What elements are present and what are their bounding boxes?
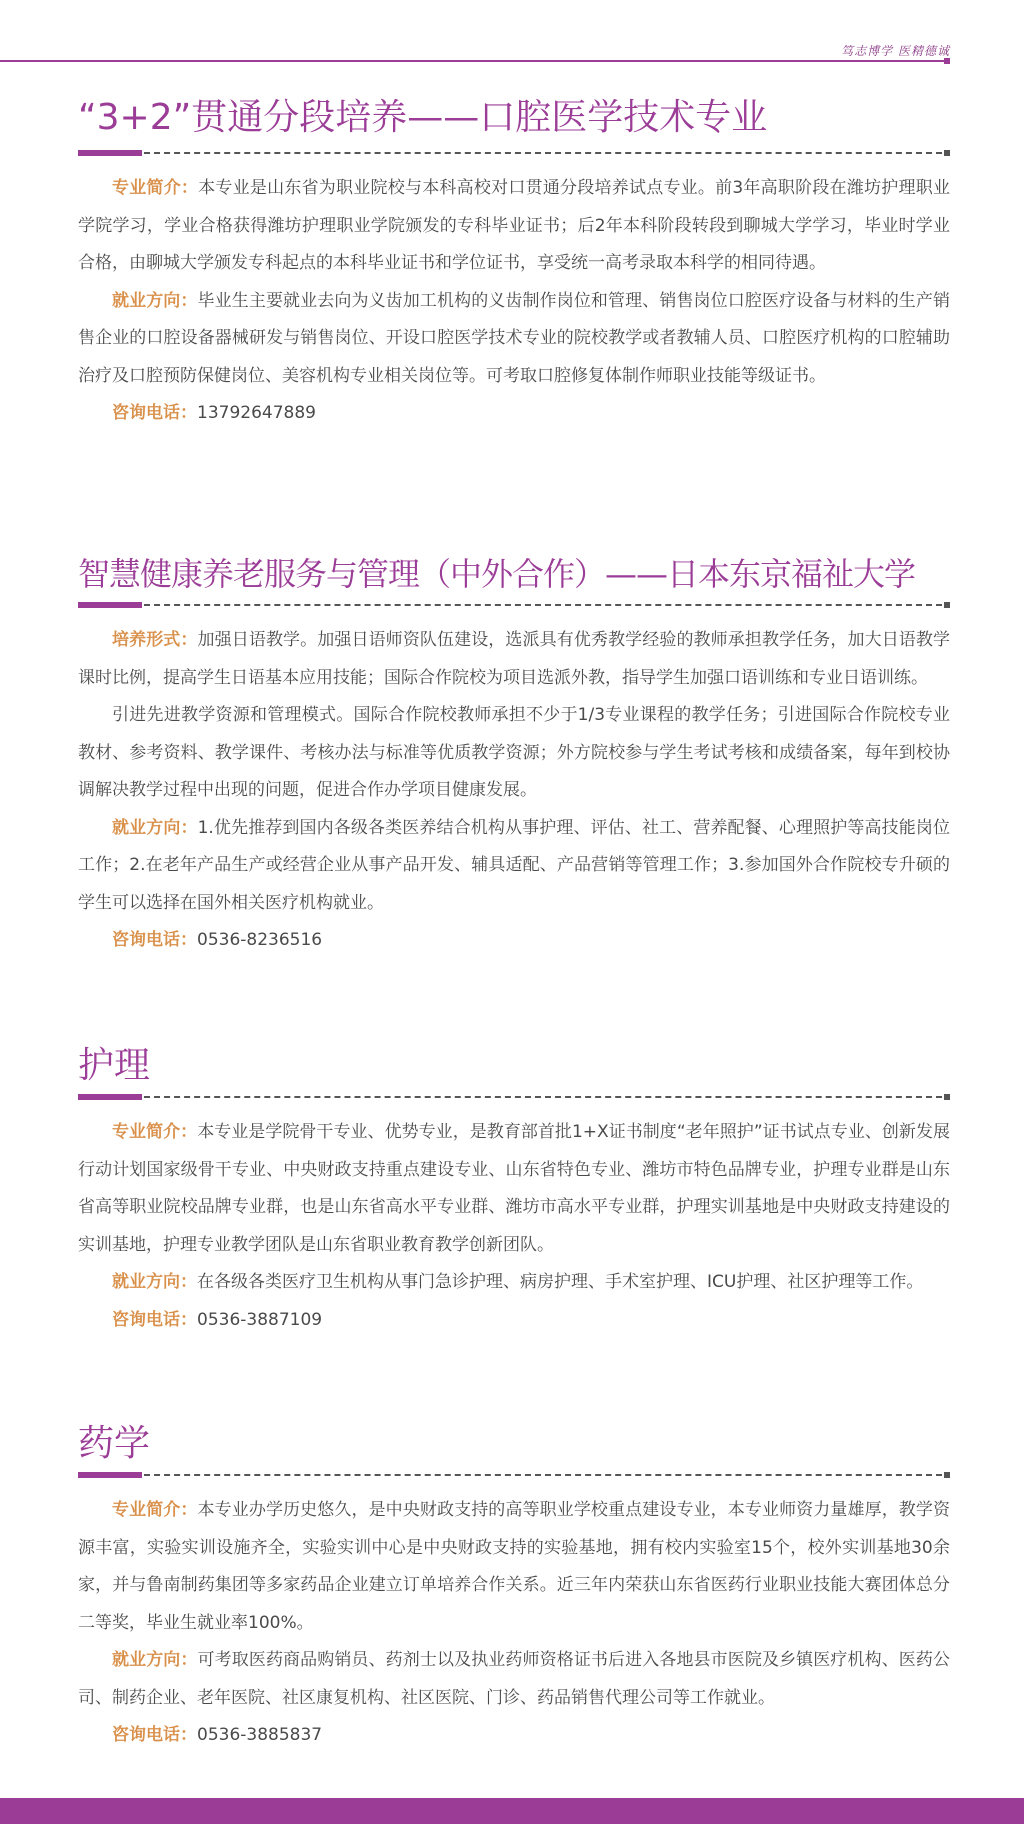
- section-divider: [78, 1472, 950, 1478]
- section-title: 药学: [78, 1423, 151, 1464]
- paragraph-career: [78, 1264, 950, 1302]
- paragraph-phone: [78, 395, 950, 433]
- paragraph-phone: [78, 922, 950, 960]
- section-body: [78, 170, 950, 433]
- label-career: 就业方向：: [112, 290, 198, 311]
- label-phone: 咨询电话：: [112, 1725, 197, 1745]
- paragraph-intro: [78, 1492, 950, 1642]
- label-career: 就业方向：: [112, 1272, 197, 1292]
- label-intro: 专业简介：: [112, 1122, 198, 1142]
- paragraph-career: [78, 283, 950, 396]
- section-title: “3+2”贯通分段培养——口腔医学技术专业: [78, 97, 768, 138]
- text-career: 毕业生主要就业去向为义齿加工机构的义齿制作岗位和管理、销售岗位口腔医疗设备与材料的生产销售企业的口腔设备器械研发与销售岗位、开设口腔医学技术专业的院校教学或者教辅人员、口腔医疗机构的口腔辅助治疗及口腔预防保健岗位、美容机构专业相关岗位等。可考取口腔修复体制作师职业技能等级证书。: [78, 290, 951, 386]
- section-divider: [78, 150, 950, 156]
- paragraph-phone: [78, 1717, 950, 1755]
- label-career: 就业方向：: [112, 817, 198, 838]
- paragraph-intro: [78, 170, 950, 283]
- header-line: [0, 60, 950, 62]
- label-career: 就业方向：: [112, 1650, 198, 1670]
- text-intro: 本专业是山东省为职业院校与本科高校对口贯通分段培养试点专业。前3年高职阶段在潍坊护理职业学院学习，学业合格获得潍坊护理职业学院颁发的专科毕业证书；后2年本科阶段转段到聊城大学学习，毕业时学业合格，由聊城大学颁发专科起点的本科毕业证书和学位证书，享受统一高考录取本科学的相同待遇。: [78, 178, 950, 273]
- section-body: [78, 1492, 950, 1755]
- text-career: 1.优先推荐到国内各级各类医养结合机构从事护理、评估、社工、营养配餐、心理照护等高技能岗位工作；2.在老年产品生产或经营企业从事产品开发、辅具适配、产品营销等管理工作；3.参加国外合作院校专升硕的学生可以选择在国外相关医疗机构就业。: [78, 817, 951, 913]
- phone-number: 0536-3885837: [197, 1725, 323, 1745]
- paragraph-resources: [78, 697, 950, 810]
- text-career: 可考取医药商品购销员、药剂士以及执业药师资格证书后进入各地县市医院及乡镇医疗机构、医药公司、制药企业、老年医院、社区康复机构、社区医院、门诊、药品销售代理公司等工作就业。: [78, 1650, 951, 1708]
- text-career: 在各级各类医疗卫生机构从事门急诊护理、病房护理、手术室护理、ICU护理、社区护理等工作。: [197, 1272, 924, 1292]
- label-intro: 专业简介：: [112, 178, 199, 198]
- text-intro: 本专业办学历史悠久，是中央财政支持的高等职业学校重点建设专业，本专业师资力量雄厚，教学资源丰富，实验实训设施齐全，实验实训中心是中央财政支持的实验基地，拥有校内实验室15个，校外实训基地30余家，并与鲁南制药集团等多家药品企业建立订单培养合作关系。近三年内荣获山东省医药行业职业技能大赛团体总分二等奖，毕业生就业率100%。: [78, 1500, 951, 1633]
- label-phone: 咨询电话：: [112, 1309, 197, 1330]
- paragraph-intro: [78, 1114, 950, 1264]
- label-phone: 咨询电话：: [112, 403, 197, 423]
- section-divider: [78, 1094, 950, 1100]
- section-divider: [78, 602, 950, 608]
- section-body: [78, 622, 950, 960]
- text-intro: 本专业是学院骨干专业、优势专业，是教育部首批1+X证书制度“老年照护”证书试点专业、创新发展行动计划国家级骨干专业、中央财政支持重点建设专业、山东省特色专业、潍坊市特色品牌专业，护理专业群是山东省高等职业院校品牌专业群，也是山东省高水平专业群、潍坊市高水平专业群，护理实训基地是中央财政支持建设的实训基地，护理专业教学团队是山东省职业教育教学创新团队。: [78, 1122, 951, 1255]
- phone-number: 0536-8236516: [197, 930, 323, 950]
- phone-number: 0536-3887109: [197, 1309, 323, 1330]
- text-training: 加强日语教学。加强日语师资队伍建设，选派具有优秀教学经验的教师承担教学任务，加大日语教学课时比例，提高学生日语基本应用技能；国际合作院校为项目选派外教，指导学生加强口语训练和专业日语训练。: [78, 630, 951, 688]
- paragraph-phone: [78, 1302, 950, 1340]
- section-body: [78, 1114, 950, 1339]
- label-phone: 咨询电话：: [112, 930, 197, 950]
- paragraph-training: [78, 622, 950, 697]
- school-motto: 笃志博学 医精德诚: [841, 44, 950, 58]
- paragraph-career: [78, 1642, 950, 1717]
- label-intro: 专业简介：: [112, 1500, 198, 1520]
- phone-number: 13792647889: [197, 403, 316, 423]
- section-title: 护理: [78, 1045, 151, 1086]
- footer-bar: [0, 1798, 1024, 1824]
- text-resources: 引进先进教学资源和管理模式。国际合作院校教师承担不少于1/3专业课程的教学任务；引进国际合作院校专业教材、参考资料、教学课件、考核办法与标准等优质教学资源；外方院校参与学生考试考核和成绩备案，每年到校协调解决教学过程中出现的问题，促进合作办学项目健康发展。: [78, 705, 950, 800]
- label-training: 培养形式：: [112, 630, 198, 650]
- paragraph-career: [78, 810, 950, 923]
- section-title: 智慧健康养老服务与管理（中外合作）——日本东京福祉大学: [78, 555, 916, 593]
